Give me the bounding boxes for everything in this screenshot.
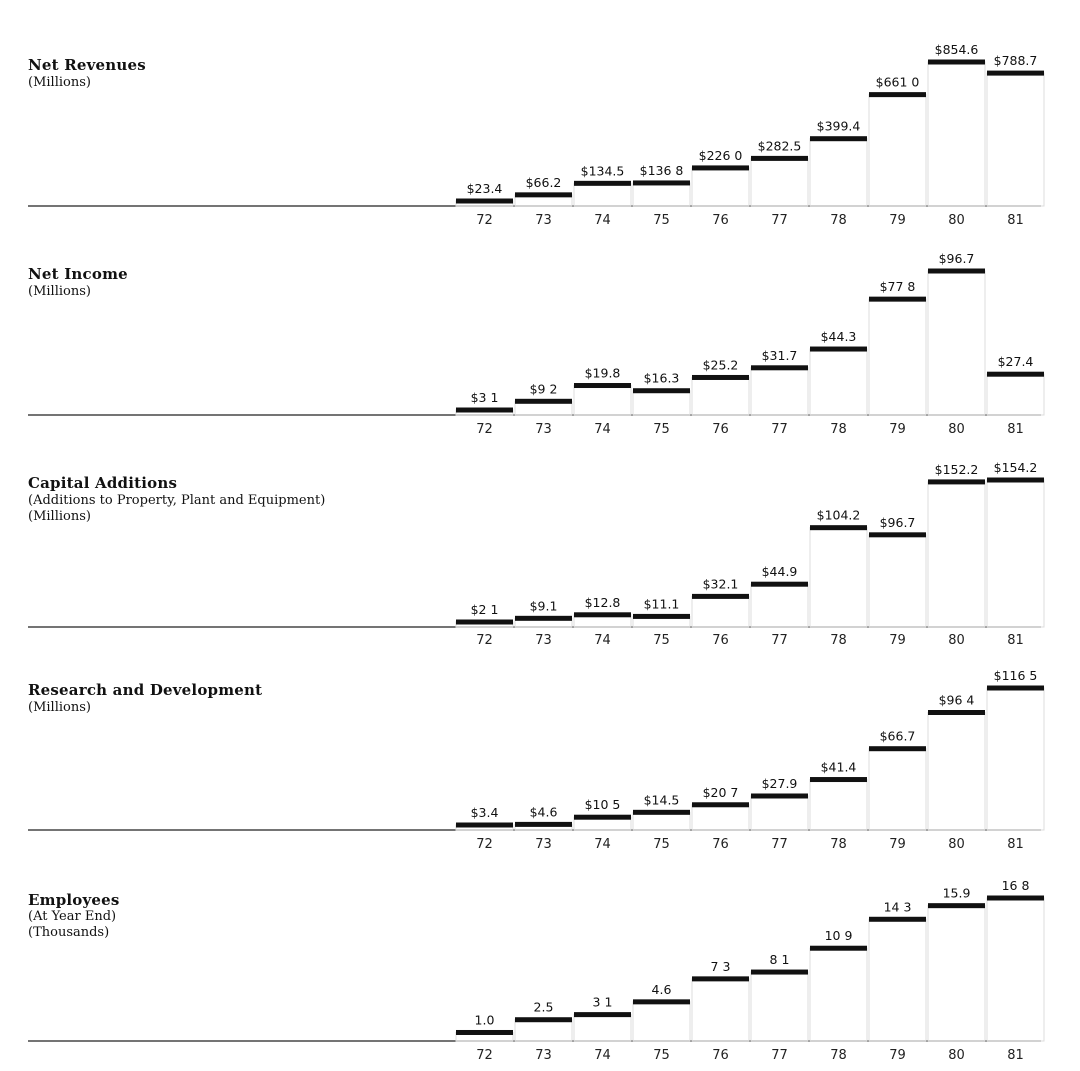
x-tick-label: 80: [948, 422, 965, 437]
x-tick-label: 78: [830, 1048, 847, 1063]
data-label: $226 0: [698, 147, 743, 163]
bar-75: [633, 999, 690, 1004]
bar-77: [751, 970, 808, 975]
x-tick-label: 79: [889, 633, 906, 648]
data-label: 10 9: [824, 928, 853, 944]
x-tick-label: 73: [535, 422, 552, 437]
x-tick-label: 75: [653, 422, 670, 437]
x-tick-label: 77: [771, 1048, 788, 1063]
chart-title: Research and Development: [28, 681, 263, 699]
data-label: $104.2: [816, 507, 861, 523]
bar-outline: [987, 898, 1044, 1041]
x-tick-label: 73: [535, 1048, 552, 1063]
x-tick-label: 75: [653, 1048, 670, 1063]
x-tick-label: 73: [535, 633, 552, 648]
chart-subtitle: (Millions): [28, 700, 91, 715]
bar-73: [515, 1017, 572, 1022]
x-tick-label: 72: [476, 1048, 493, 1063]
data-label: $399.4: [816, 118, 861, 134]
bar-outline: [574, 1015, 631, 1041]
x-tick-label: 80: [948, 213, 965, 228]
bar-outline: [928, 906, 985, 1041]
bar-79: [869, 917, 926, 922]
x-tick-label: 72: [476, 633, 493, 648]
data-label: $4.6: [529, 804, 558, 820]
data-label: $11.1: [643, 596, 680, 612]
x-tick-label: 81: [1007, 422, 1024, 437]
x-tick-label: 77: [771, 422, 788, 437]
chart-subtitle: (Millions): [28, 509, 91, 524]
x-tick-label: 77: [771, 633, 788, 648]
x-tick-label: 78: [830, 837, 847, 852]
bar-outline: [751, 972, 808, 1041]
x-tick-label: 78: [830, 633, 847, 648]
chart-subtitle: (Additions to Property, Plant and Equipment): [28, 493, 326, 508]
bar-81: [987, 896, 1044, 901]
chart-title: Net Revenues: [28, 56, 146, 74]
data-label: 4.6: [651, 981, 672, 997]
data-label: $136 8: [639, 162, 684, 178]
x-tick-label: 72: [476, 837, 493, 852]
data-label: $44.3: [820, 329, 857, 345]
data-label: $152.2: [934, 461, 979, 477]
x-tick-label: 78: [830, 422, 847, 437]
chart-title: Net Income: [28, 265, 128, 283]
x-tick-label: 76: [712, 213, 729, 228]
data-label: $661 0: [875, 74, 920, 90]
x-tick-label: 80: [948, 837, 965, 852]
data-label: $66.2: [525, 174, 562, 190]
data-label: $96.7: [938, 251, 975, 266]
data-label: $854.6: [934, 42, 979, 57]
data-label: 7 3: [710, 958, 731, 974]
data-label: $14.5: [643, 792, 680, 808]
x-tick-label: 77: [771, 213, 788, 228]
x-tick-label: 75: [653, 633, 670, 648]
data-label: 8 1: [769, 952, 790, 968]
data-label: $2 1: [470, 602, 499, 617]
x-tick-label: 77: [771, 837, 788, 852]
chart-title: Capital Additions: [28, 474, 178, 492]
data-label: $20 7: [702, 784, 739, 800]
data-label: $27.4: [997, 354, 1034, 370]
x-tick-label: 79: [889, 422, 906, 437]
x-tick-label: 73: [535, 213, 552, 228]
x-tick-label: 79: [889, 837, 906, 852]
data-label: $66.7: [879, 728, 916, 744]
bar-76: [692, 976, 749, 981]
chart-subtitle: (At Year End): [28, 909, 117, 924]
data-label: $23.4: [466, 181, 503, 196]
x-tick-label: 81: [1007, 837, 1024, 852]
chart-title: Employees: [28, 891, 120, 909]
x-tick-label: 75: [653, 213, 670, 228]
x-tick-label: 79: [889, 213, 906, 228]
data-label: $25.2: [702, 357, 739, 373]
x-tick-label: 74: [594, 422, 611, 437]
data-label: $116 5: [993, 668, 1038, 683]
data-label: 15.9: [942, 885, 971, 901]
bar-78: [810, 946, 867, 951]
data-label: $788.7: [993, 53, 1038, 69]
x-tick-label: 78: [830, 213, 847, 228]
x-tick-label: 80: [948, 1048, 965, 1063]
x-tick-label: 74: [594, 213, 611, 228]
x-tick-label: 73: [535, 837, 552, 852]
data-label: $44.9: [761, 564, 798, 580]
bar-outline: [810, 948, 867, 1041]
x-tick-label: 81: [1007, 1048, 1024, 1063]
x-tick-label: 76: [712, 422, 729, 437]
data-label: $96 4: [938, 692, 975, 708]
x-tick-label: 76: [712, 837, 729, 852]
x-tick-label: 75: [653, 837, 670, 852]
data-label: $3 1: [470, 390, 499, 405]
x-tick-label: 76: [712, 1048, 729, 1063]
data-label: $10 5: [584, 797, 621, 813]
bar-80: [928, 903, 985, 908]
chart-subtitle: (Millions): [28, 75, 91, 90]
data-label: $16.3: [643, 370, 680, 386]
data-label: $31.7: [761, 347, 798, 363]
data-label: 1.0: [474, 1012, 495, 1028]
x-tick-label: 79: [889, 1048, 906, 1063]
data-label: $41.4: [820, 759, 857, 775]
data-label: $19.8: [584, 365, 621, 381]
data-label: $3.4: [470, 805, 499, 820]
x-tick-label: 80: [948, 633, 965, 648]
data-label: 2.5: [533, 999, 554, 1015]
x-tick-label: 72: [476, 213, 493, 228]
bar-outline: [692, 979, 749, 1041]
x-tick-label: 81: [1007, 633, 1024, 648]
data-label: $154.2: [993, 460, 1038, 475]
x-tick-label: 81: [1007, 213, 1024, 228]
data-label: 3 1: [592, 994, 613, 1010]
data-label: $134.5: [580, 163, 625, 179]
bar-72: [456, 1030, 513, 1035]
data-label: $12.8: [584, 594, 621, 610]
bar-74: [574, 1012, 631, 1017]
x-tick-label: 72: [476, 422, 493, 437]
data-label: 16 8: [1001, 878, 1030, 893]
bar-outline: [515, 1020, 572, 1041]
bar-outline: [633, 1002, 690, 1041]
data-label: $9 2: [529, 381, 558, 397]
data-label: $32.1: [702, 576, 739, 592]
bar-outline: [869, 919, 926, 1041]
data-label: $96.7: [879, 514, 916, 530]
data-label: $27.9: [761, 775, 798, 791]
data-label: $282.5: [757, 138, 802, 154]
chart-subtitle: (Millions): [28, 284, 91, 299]
chart-subtitle: (Thousands): [28, 925, 110, 940]
x-tick-label: 74: [594, 1048, 611, 1063]
data-label: $77 8: [879, 279, 916, 295]
data-label: 14 3: [883, 899, 912, 915]
x-tick-label: 76: [712, 633, 729, 648]
x-tick-label: 74: [594, 837, 611, 852]
x-tick-label: 74: [594, 633, 611, 648]
data-label: $9.1: [529, 598, 558, 614]
